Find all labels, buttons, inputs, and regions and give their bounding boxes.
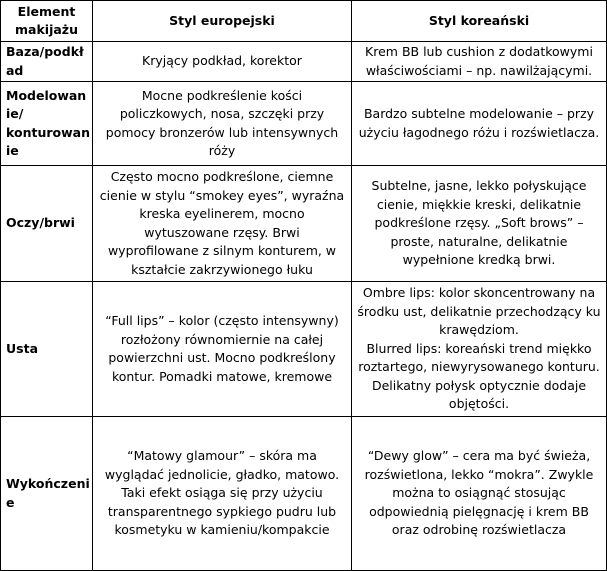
cell-text: “Matowy glamour” – skóra ma wyglądać jednolicie, gładko, matowo. <box>104 448 340 482</box>
table-row <box>1 282 607 417</box>
cell-text: Blurred lips: koreański trend miękko roztartego, niewyrysowanego konturu. Delikatny połysk optycznie dodaje objętości. <box>358 340 600 412</box>
cell-text: Często mocno podkreślone, ciemne cienie w stylu “smokey eyes”, wyraźna kreska eyelinerem, mocno wytuszowane rzęsy. Brwi wyprofilowane z silnym konturem, w kształcie zakrzywionego łuku <box>99 169 345 277</box>
cell-korean-base <box>352 42 607 82</box>
cell-text: Bardzo subtelne modelowanie – przy użyciu łagodnego różu i rozświetlacza. <box>358 106 600 140</box>
table-row <box>1 417 607 571</box>
cell-korean-lips <box>352 282 607 417</box>
table-row <box>1 82 607 166</box>
row-label-lips: Usta <box>1 282 93 417</box>
cell-korean-contouring <box>352 82 607 166</box>
table-row <box>1 42 607 82</box>
cell-european-eyes-brows <box>93 166 352 282</box>
header-korean: Styl koreański <box>352 1 607 42</box>
cell-text: “Full lips” – kolor (często intensywny) rozłożony równomiernie na całej powierzchni ust. Mocno podkreślony kontur. Pomadki matowe, kremowe <box>105 313 339 384</box>
cell-korean-finish <box>352 417 607 571</box>
row-label-contouring: Modelowanie/ konturowanie <box>1 82 93 166</box>
header-european: Styl europejski <box>93 1 352 42</box>
row-label-base: Baza/podkład <box>1 42 93 82</box>
row-label-eyes-brows: Oczy/brwi <box>1 166 93 282</box>
cell-korean-eyes-brows <box>352 166 607 282</box>
cell-text: Ombre lips: kolor skoncentrowany na środku ust, delikatnie przechodzący ku krawędziom. <box>357 285 601 338</box>
cell-text: Mocne podkreślenie kości policzkowych, nosa, szczęki przy pomocy bronzerów lub intensywnych róży <box>105 87 339 158</box>
cell-text: Subtelne, jasne, lekko połyskujące cienie, miękkie kreski, delikatnie podkreślone rzęsy. „Soft brows” – proste, naturalne, delikatnie wypełnione kredką brwi. <box>371 178 587 268</box>
cell-european-contouring <box>93 82 352 166</box>
cell-european-base <box>93 42 352 82</box>
cell-european-finish <box>93 417 352 571</box>
header-row <box>1 1 607 42</box>
cell-text: Krem BB lub cushion z dodatkowymi właściwościami – np. nawilżającymi. <box>365 44 593 78</box>
row-label-finish: Wykończenie <box>1 417 93 571</box>
cell-text: Taki efekt osiąga się przy użyciu transparentnego sypkiego pudru lub kosmetyku w kamieniu/kompakcie <box>107 485 337 538</box>
cell-european-lips <box>93 282 352 417</box>
header-element: Element makijażu <box>1 1 93 42</box>
cell-text: “Dewy glow” – cera ma być świeża, rozświetlona, lekko “mokra”. Zwykle można to osiągnąć stosując odpowiednią pielęgnację i krem BB oraz odrobinę rozświetlacza <box>364 448 594 538</box>
cell-text: Kryjący podkład, korektor <box>142 53 302 69</box>
table-row <box>1 166 607 282</box>
